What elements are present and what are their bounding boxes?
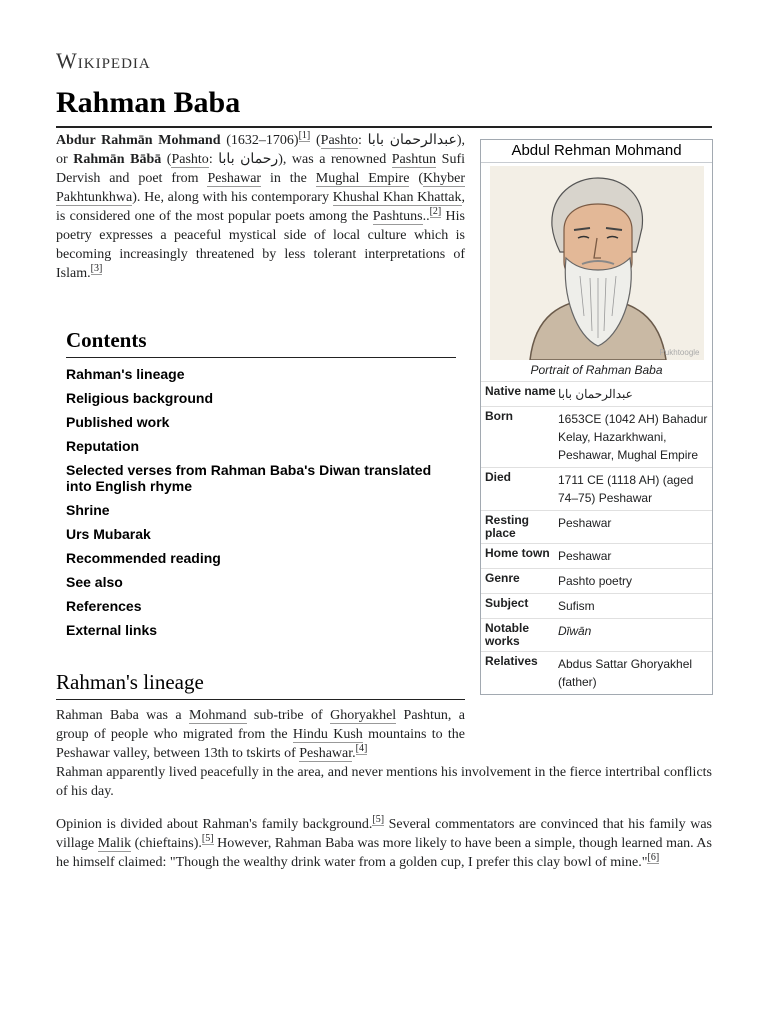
infobox-row-notable-works xyxy=(481,618,712,651)
infobox-title: Abdul Rehman Mohmand xyxy=(481,140,712,163)
infobox-row-native-name xyxy=(481,381,712,406)
infobox-value: Abdus Sattar Ghoryakhel (father) xyxy=(558,657,693,689)
peshawar-link-2[interactable]: Peshawar xyxy=(299,746,353,761)
toc-item-lineage[interactable]: Rahman's lineage xyxy=(66,366,185,382)
toc-item-references[interactable]: References xyxy=(66,598,142,614)
mughal-empire-link[interactable]: Mughal Empire xyxy=(315,171,410,186)
toc-item-reputation[interactable]: Reputation xyxy=(66,438,140,454)
infobox-row-subject xyxy=(481,593,712,618)
infobox-key: Genre xyxy=(485,571,520,585)
pashtuns-link[interactable]: Pashtuns xyxy=(372,209,423,224)
infobox-value: Sufism xyxy=(558,599,595,613)
lineage-paragraph-2: Opinion is divided about Rahman's family background.[5] Several commentators are convinced that his family was village Malik (chieftains).[5] However, Rahman Baba was more likely to have been a simple, though learned man. As he himself claimed: "Though the wealthy drink water from a golden cup, I prefer this clay bowl of mine."[6] xyxy=(56,814,712,870)
toc-item-external-links[interactable]: External links xyxy=(66,622,158,638)
wikipedia-wordmark[interactable]: Wikipedia xyxy=(56,48,151,73)
ref-3-link[interactable]: [3] xyxy=(90,263,103,275)
portrait-illustration xyxy=(490,166,704,360)
portrait-caption: Portrait of Rahman Baba xyxy=(530,363,663,377)
mohmand-link[interactable]: Mohmand xyxy=(188,708,247,723)
ref-5-link[interactable]: [5] xyxy=(372,814,385,826)
infobox-value: 1711 CE (1118 AH) (aged 74–75) Peshawar xyxy=(558,473,694,505)
peshawar-link[interactable]: Peshawar xyxy=(207,171,262,186)
infobox-value: Peshawar xyxy=(558,516,612,530)
infobox-row-home-town xyxy=(481,543,712,568)
toc-item-recommended-reading[interactable]: Recommended reading xyxy=(66,550,221,566)
ref-2-link[interactable]: [2] xyxy=(429,206,442,218)
infobox-key: Home town xyxy=(485,546,550,560)
hindu-kush-link[interactable]: Hindu Kush xyxy=(292,727,363,742)
ref-5-link-2[interactable]: [5] xyxy=(201,833,214,845)
lead-bold-alias: Rahmān Bābā xyxy=(73,152,162,167)
infobox-row-resting-place xyxy=(481,510,712,543)
infobox-key: Subject xyxy=(485,596,529,610)
title-divider xyxy=(56,126,712,128)
pashto-link-2[interactable]: Pashto xyxy=(171,152,209,167)
infobox-value: Peshawar xyxy=(558,549,612,563)
toc-item-selected-verses[interactable]: Selected verses from Rahman Baba's Diwan translated into English rhyme xyxy=(66,462,432,494)
infobox-value: Dīwān xyxy=(558,624,592,638)
infobox-key: Born xyxy=(485,409,513,423)
infobox-value: Pashto poetry xyxy=(558,574,633,588)
infobox-key: Resting place xyxy=(485,513,530,540)
toc-item-religious-background[interactable]: Religious background xyxy=(66,390,214,406)
infobox-value: 1653CE (1042 AH) Bahadur Kelay, Hazarkhwani, Peshawar, Mughal Empire xyxy=(558,412,708,462)
section-heading-lineage: Rahman's lineage xyxy=(56,670,465,700)
khyber-pakhtunkhwa-link[interactable]: Khyber Pakhtunkhwa xyxy=(56,171,465,205)
ghoryakhel-link[interactable]: Ghoryakhel xyxy=(330,708,397,723)
infobox-key: Native name xyxy=(485,384,556,398)
malik-link[interactable]: Malik xyxy=(97,836,132,851)
toc-item-see-also[interactable]: See also xyxy=(66,574,123,590)
portrait-watermark: Pukhtoogle xyxy=(659,348,700,357)
toc-item-published-work[interactable]: Published work xyxy=(66,414,170,430)
lineage-paragraph-1: Rahman Baba was a Mohmand sub-tribe of Ghoryakhel Pashtun, a group of people who migrated from the Hindu Kush mountains to the Peshawar valley, between 13th to tskirts of Peshawar.[4] Rahman apparently lived peacefully in the area, and never mentions his involvement in the fierce intertribal conflicts of his day. xyxy=(56,708,712,799)
ref-1-link[interactable]: [1] xyxy=(298,130,311,142)
khushal-khan-khattak-link[interactable]: Khushal Khan Khattak xyxy=(332,190,462,205)
pashto-link[interactable]: Pashto xyxy=(320,133,359,148)
toc-item-urs-mubarak[interactable]: Urs Mubarak xyxy=(66,526,151,542)
toc-title: Contents xyxy=(66,328,456,358)
infobox-key: Notable works xyxy=(485,621,530,648)
toc-item-shrine[interactable]: Shrine xyxy=(66,502,110,518)
ref-6-link[interactable]: [6] xyxy=(647,852,660,864)
lead-paragraph: Abdur Rahmān Mohmand (1632–1706)[1] (Pashto: عبدالرحمان بابا), or Rahmān Bābā (Pashto: رحمان بابا), was a renowned Pashtun Sufi Dervish and poet from Peshawar in the Mughal Empire (Khyber Pakhtunkhwa). He, along with his contemporary Khushal Khan Khattak, is considered one of the most popular poets among the Pashtuns..[2] His poetry expresses a peaceful mystical side of local culture which is becoming increasingly threatened by less tolerant interpretations of Islam.[3] xyxy=(56,130,465,281)
lead-bold-name: Abdur Rahmān Mohmand xyxy=(56,133,221,148)
pashtun-link[interactable]: Pashtun xyxy=(391,152,437,167)
infobox-row-born xyxy=(481,406,712,467)
infobox-row-relatives xyxy=(481,651,712,694)
ref-4-link[interactable]: [4] xyxy=(355,743,368,755)
infobox-value: عبدالرحمان بابا xyxy=(558,387,633,401)
infobox-key: Relatives xyxy=(485,654,538,668)
page-title: Rahman Baba xyxy=(56,86,241,119)
table-of-contents xyxy=(66,328,456,646)
infobox xyxy=(480,139,713,695)
infobox-row-died xyxy=(481,467,712,510)
infobox-row-genre xyxy=(481,568,712,593)
portrait-image[interactable] xyxy=(490,166,704,360)
infobox-key: Died xyxy=(485,470,512,484)
